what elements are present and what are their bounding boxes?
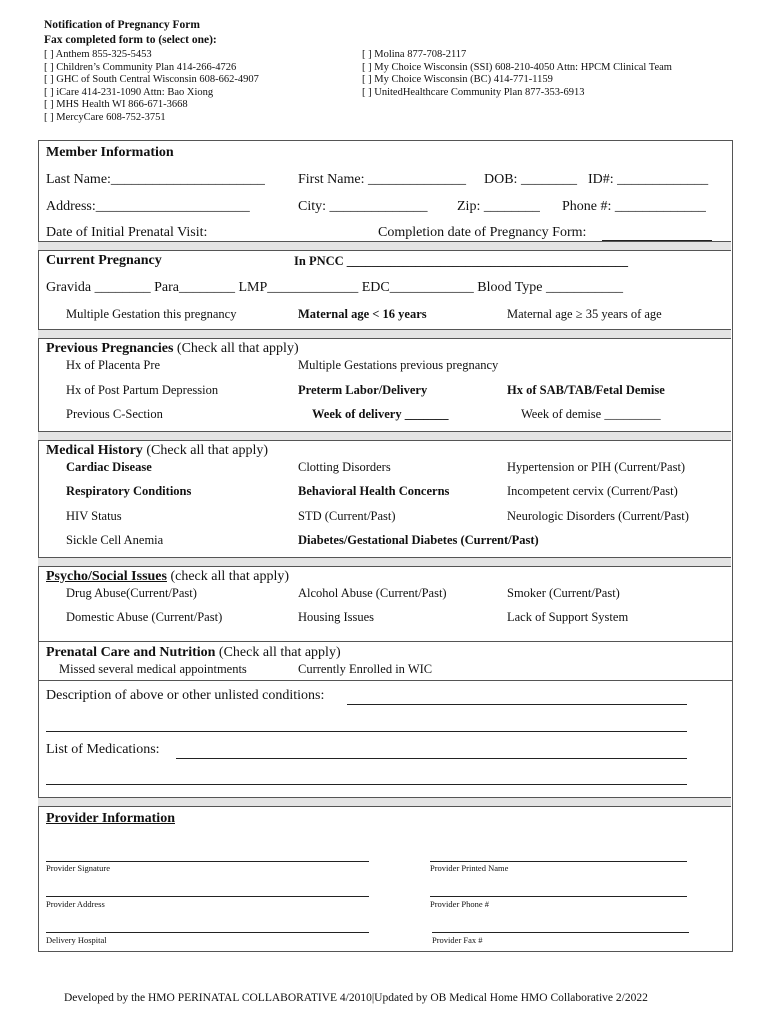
provider-address-label: Provider Address <box>46 899 105 909</box>
description-label: Description of above or other unlisted conditions: <box>46 688 325 703</box>
provider-signature-line[interactable] <box>46 861 369 862</box>
form-title: Notification of Pregnancy Form <box>44 19 200 31</box>
address-field[interactable]: Address:______________________ <box>46 199 250 214</box>
behavioral-health-option[interactable]: Behavioral Health Concerns <box>298 484 450 498</box>
provider-fax-label: Provider Fax # <box>432 935 483 945</box>
psycho-social-note: (check all that apply) <box>170 569 290 584</box>
provider-printed-name-label: Provider Printed Name <box>430 863 509 873</box>
section-divider-line <box>38 680 732 681</box>
week-of-demise-field[interactable]: Week of demise _________ <box>521 407 661 421</box>
medications-line-1[interactable] <box>176 758 687 759</box>
fax-option-mhs[interactable]: [ ] MHS Health WI 866-671-3668 <box>44 99 188 111</box>
completion-date-field[interactable]: Completion date of Pregnancy Form: <box>378 225 587 240</box>
delivery-hospital-label: Delivery Hospital <box>46 935 107 945</box>
provider-fax-line[interactable] <box>432 932 689 933</box>
section-divider <box>38 241 731 251</box>
psycho-social-title: Psycho/Social Issues <box>46 569 167 584</box>
prenatal-care-note: (Check all that apply) <box>218 645 341 660</box>
hx-placenta-option[interactable]: Hx of Placenta Pre <box>66 358 161 372</box>
fax-option-mychoice-bc[interactable]: [ ] My Choice Wisconsin (BC) 414-771-1159 <box>362 74 553 86</box>
week-of-delivery-field[interactable]: Week of delivery _______ <box>312 407 449 421</box>
provider-printed-name-line[interactable] <box>430 861 687 862</box>
fax-option-icare[interactable]: [ ] iCare 414-231-1090 Attn: Bao Xiong <box>44 86 214 98</box>
domestic-abuse-option[interactable]: Domestic Abuse (Current/Past) <box>66 610 223 624</box>
initial-visit-field[interactable]: Date of Initial Prenatal Visit: <box>46 225 208 240</box>
hypertension-option[interactable]: Hypertension or PIH (Current/Past) <box>507 460 686 474</box>
provider-signature-label: Provider Signature <box>46 863 110 873</box>
current-pregnancy-title: Current Pregnancy <box>46 253 162 268</box>
drug-abuse-option[interactable]: Drug Abuse(Current/Past) <box>66 586 197 600</box>
phone-field[interactable]: Phone #: _____________ <box>562 199 706 214</box>
multiple-gestations-previous-option[interactable]: Multiple Gestations previous pregnancy <box>298 358 499 372</box>
fax-option-unitedhealthcare[interactable]: [ ] UnitedHealthcare Community Plan 877-353-6913 <box>362 86 585 98</box>
respiratory-conditions-option[interactable]: Respiratory Conditions <box>66 484 192 498</box>
first-name-field[interactable]: First Name: ______________ <box>298 172 466 187</box>
provider-phone-line[interactable] <box>430 896 687 897</box>
zip-field[interactable]: Zip: ________ <box>457 199 540 214</box>
maternal-age-over-35-option[interactable]: Maternal age ≥ 35 years of age <box>507 307 662 321</box>
dob-field[interactable]: DOB: ________ <box>484 172 577 187</box>
hx-sab-tab-option[interactable]: Hx of SAB/TAB/Fetal Demise <box>507 383 665 397</box>
medications-label: List of Medications: <box>46 742 160 757</box>
previous-pregnancies-note: (Check all that apply) <box>176 341 299 356</box>
prenatal-care-heading <box>46 645 341 661</box>
medical-history-note: (Check all that apply) <box>146 443 268 458</box>
neurologic-disorders-option[interactable]: Neurologic Disorders (Current/Past) <box>507 509 689 523</box>
medications-line-2[interactable] <box>46 784 687 785</box>
psycho-social-heading <box>46 569 289 585</box>
enrolled-wic-option[interactable]: Currently Enrolled in WIC <box>298 662 433 676</box>
delivery-hospital-line[interactable] <box>46 932 369 933</box>
prenatal-care-title: Prenatal Care and Nutrition <box>46 645 216 660</box>
fax-instructions: Fax completed form to (select one): <box>44 34 217 46</box>
cardiac-disease-option[interactable]: Cardiac Disease <box>66 460 152 474</box>
fax-option-mercycare[interactable]: [ ] MercyCare 608-752-3751 <box>44 111 166 123</box>
clotting-disorders-option[interactable]: Clotting Disorders <box>298 460 391 474</box>
city-field[interactable]: City: ______________ <box>298 199 428 214</box>
alcohol-abuse-option[interactable]: Alcohol Abuse (Current/Past) <box>298 586 447 600</box>
fax-option-childrens[interactable]: [ ] Children’s Community Plan 414-266-4726 <box>44 61 237 73</box>
fax-option-mychoice-ssi[interactable]: [ ] My Choice Wisconsin (SSI) 608-210-4050 Attn: HPCM Clinical Team <box>362 61 672 73</box>
hx-postpartum-depression-option[interactable]: Hx of Post Partum Depression <box>66 383 219 397</box>
medical-history-heading <box>46 443 268 459</box>
previous-pregnancies-title: Previous Pregnancies <box>46 341 174 356</box>
sickle-cell-option[interactable]: Sickle Cell Anemia <box>66 533 164 547</box>
fax-options-left <box>44 49 259 125</box>
gravida-para-line[interactable]: Gravida ________ Para________ LMP_____________ EDC____________ Blood Type ___________ <box>46 280 624 295</box>
previous-pregnancies-heading <box>46 341 299 357</box>
medical-history-title: Medical History <box>46 443 143 458</box>
member-section-title: Member Information <box>46 145 174 160</box>
maternal-age-under-16-option[interactable]: Maternal age < 16 years <box>298 307 427 321</box>
last-name-field[interactable]: Last Name:______________________ <box>46 172 265 187</box>
section-divider <box>38 329 731 339</box>
provider-phone-label: Provider Phone # <box>430 899 490 909</box>
hiv-status-option[interactable]: HIV Status <box>66 509 122 523</box>
section-divider <box>38 797 731 807</box>
id-field[interactable]: ID#: _____________ <box>588 172 709 187</box>
lack-of-support-option[interactable]: Lack of Support System <box>507 610 629 624</box>
previous-c-section-option[interactable]: Previous C-Section <box>66 407 163 421</box>
footer-text: Developed by the HMO PERINATAL COLLABORATIVE 4/2010|Updated by OB Medical Home HMO Collaborative 2/2022 <box>64 992 648 1004</box>
section-divider <box>38 431 731 441</box>
incompetent-cervix-option[interactable]: Incompetent cervix (Current/Past) <box>507 484 678 498</box>
smoker-option[interactable]: Smoker (Current/Past) <box>507 586 620 600</box>
provider-section-title: Provider Information <box>46 811 175 826</box>
description-line-2[interactable] <box>46 731 687 732</box>
pncc-field[interactable]: In PNCC _____________________________________________ <box>294 254 629 268</box>
preterm-labor-option[interactable]: Preterm Labor/Delivery <box>298 383 428 397</box>
fax-option-molina[interactable]: [ ] Molina 877-708-2117 <box>362 49 467 60</box>
multiple-gestation-option[interactable]: Multiple Gestation this pregnancy <box>66 307 237 321</box>
fax-option-anthem[interactable]: [ ] Anthem 855-325-5453 <box>44 49 152 60</box>
fax-options-right <box>362 49 672 99</box>
std-option[interactable]: STD (Current/Past) <box>298 509 396 523</box>
missed-appointments-option[interactable]: Missed several medical appointments <box>59 662 247 676</box>
diabetes-option[interactable]: Diabetes/Gestational Diabetes (Current/Past) <box>298 533 539 547</box>
section-divider-line <box>38 641 732 642</box>
provider-address-line[interactable] <box>46 896 369 897</box>
housing-issues-option[interactable]: Housing Issues <box>298 610 375 624</box>
section-divider <box>38 557 731 567</box>
description-line-1[interactable] <box>347 704 687 705</box>
fax-option-ghc[interactable]: [ ] GHC of South Central Wisconsin 608-662-4907 <box>44 74 259 86</box>
